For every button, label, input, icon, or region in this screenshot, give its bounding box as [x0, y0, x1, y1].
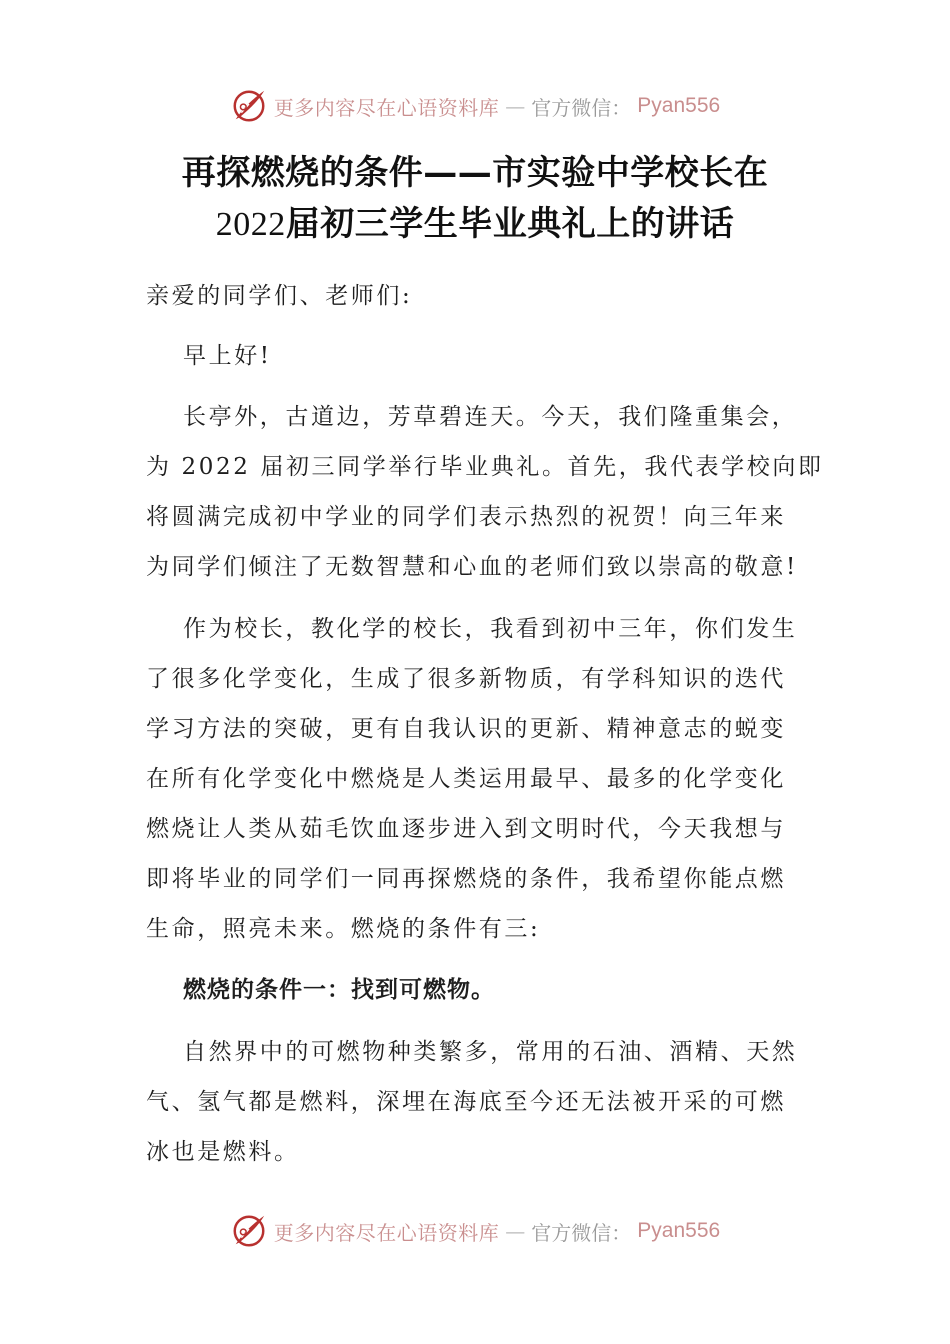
watermark-wechat-label: 官方微信： [531, 1220, 632, 1245]
para2-line4: 在所有化学变化中燃烧是人类运用最早、最多的化学变化 [146, 766, 786, 792]
para2-line1: 作为校长，教化学的校长，我看到初中三年，你们发生 [183, 616, 798, 642]
title-year: 2022 [215, 206, 286, 243]
watermark-dash: — [505, 1219, 526, 1243]
para1-line1: 长亭外，古道边，芳草碧连天。今天，我们隆重集会， [183, 404, 798, 430]
section-heading-1: 燃烧的条件一：找到可燃物。 [183, 977, 495, 1003]
quill-logo-icon [230, 87, 268, 125]
para2-line2: 了很多化学变化，生成了很多新物质，有学科知识的迭代 [146, 666, 786, 692]
para1-line4: 为同学们倾注了无数智慧和心血的老师们致以崇高的敬意! [146, 554, 798, 580]
para2-line5: 燃烧让人类从茹毛饮血逐步进入到文明时代，今天我想与 [146, 816, 786, 842]
salutation: 亲爱的同学们、老师们: [146, 283, 413, 309]
watermark-wechat-id: Pyan556 [637, 94, 721, 117]
para3-line2: 气、氢气都是燃料，深埋在海底至今还无法被开采的可燃 [146, 1089, 786, 1115]
para2-line7: 生命，照亮未来。燃烧的条件有三: [146, 916, 541, 942]
title-line2-rest: 届初三学生毕业典礼上的讲话 [285, 204, 735, 244]
watermark-wechat-label: 官方微信： [531, 95, 632, 120]
para1-line3: 将圆满完成初中学业的同学们表示热烈的祝贺！向三年来 [146, 504, 786, 530]
document-title-line1: 再探燃烧的条件——市实验中学校长在 [181, 153, 769, 193]
watermark-wechat-id: Pyan556 [637, 1219, 721, 1242]
watermark-site-text: 更多内容尽在心语资料库 [273, 95, 500, 120]
para2-line6: 即将毕业的同学们一同再探燃烧的条件，我希望你能点燃 [146, 866, 786, 892]
para3-line1: 自然界中的可燃物种类繁多，常用的石油、酒精、天然 [183, 1039, 798, 1065]
para3-line3: 冰也是燃料。 [146, 1139, 300, 1165]
document-title-line2 [60, 196, 890, 245]
watermark-banner-top [0, 84, 950, 128]
greeting: 早上好! [183, 343, 272, 369]
quill-logo-icon [230, 1212, 268, 1250]
watermark-site-text: 更多内容尽在心语资料库 [273, 1220, 500, 1245]
para1-line2: 为 2022 届初三同学举行毕业典礼。首先，我代表学校向即 [146, 454, 824, 480]
watermark-banner-bottom [0, 1209, 950, 1253]
watermark-dash: — [505, 94, 526, 118]
para2-line3: 学习方法的突破，更有自我认识的更新、精神意志的蜕变 [146, 716, 786, 742]
